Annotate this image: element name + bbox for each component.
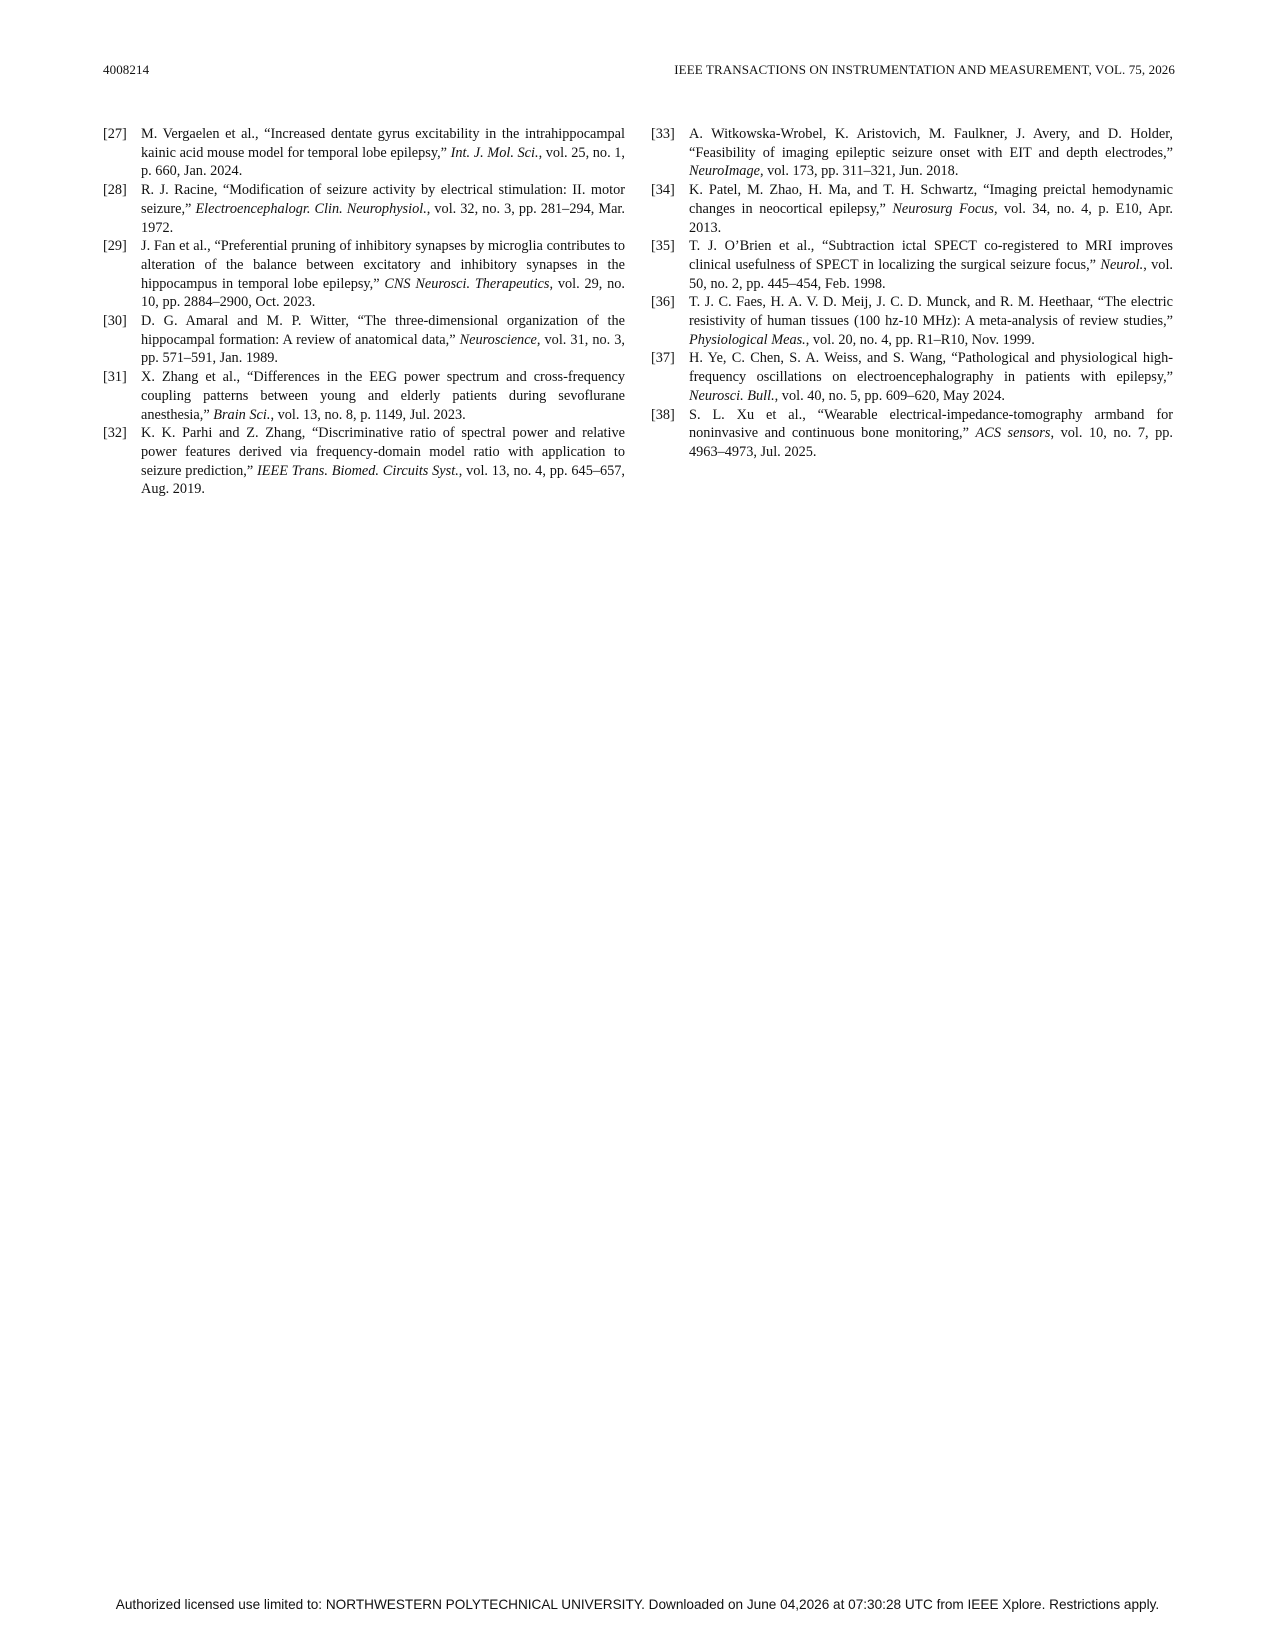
reference-text: K. K. Parhi and Z. Zhang, “Discriminative ratio of spectral power and relative power features derived via frequency-domain model ratio with application to seizure prediction,” IEEE Trans. Biomed. Circuits Syst., vol. 13, no. 4, pp. 645–657, Aug. 2019. — [141, 425, 626, 498]
reference-text: X. Zhang et al., “Differences in the EEG power spectrum and cross-frequency coupling patterns between young and elderly patients during sevoflurane anesthesia,” Brain Sci., vol. 13, no. 8, p. 1149, Jul. 2023. — [141, 369, 625, 423]
reference-29 — [103, 237, 625, 312]
journal-name: CNS Neurosci. Therapeutics — [384, 275, 550, 292]
reference-text: H. Ye, C. Chen, S. A. Weiss, and S. Wang, “Pathological and physiological high-frequency oscillations on electroencephalography in patients with epilepsy,” Neurosci. Bull., vol. 40, no. 5, pp. 609–620, May 2024. — [689, 350, 1173, 404]
reference-number: [31] — [103, 369, 127, 386]
page-number: 4008214 — [103, 62, 150, 77]
reference-31 — [103, 368, 625, 424]
reference-text: J. Fan et al., “Preferential pruning of inhibitory synapses by microglia contributes to alteration of the balance between excitatory and inhibitory synapses in the hippocampus in temporal lobe epilepsy,” CNS Neurosci. Therapeutics, vol. 29, no. 10, pp. 2884–2900, Oct. 2023. — [141, 238, 625, 311]
reference-text: R. J. Racine, “Modification of seizure activity by electrical stimulation: II. motor seizure,” Electroencephalogr. Clin. Neurophysiol., vol. 32, no. 3, pp. 281–294, Mar. 1972. — [141, 182, 625, 236]
reference-number: [30] — [103, 313, 127, 330]
journal-name: Neurosurg Focus — [892, 200, 994, 217]
journal-name: Neuroscience — [459, 331, 537, 348]
license-footer: Authorized licensed use limited to: NORTHWESTERN POLYTECHNICAL UNIVERSITY. Downloaded on June 04,2026 at 07:30:28 UTC from IEEE Xplore. Restrictions apply. — [115, 1597, 1160, 1612]
journal-running-title: IEEE TRANSACTIONS ON INSTRUMENTATION AND MEASUREMENT, VOL. 75, 2026 — [674, 62, 1175, 77]
reference-38 — [651, 406, 1173, 462]
journal-name: Int. J. Mol. Sci. — [450, 144, 539, 161]
journal-name: Physiological Meas. — [689, 331, 806, 348]
reference-number: [34] — [651, 182, 675, 199]
reference-number: [32] — [103, 425, 127, 442]
reference-34 — [651, 181, 1173, 237]
page-header — [103, 62, 1175, 82]
reference-text: K. Patel, M. Zhao, H. Ma, and T. H. Schwartz, “Imaging preictal hemodynamic changes in neocortical epilepsy,” Neurosurg Focus, vol. 34, no. 4, p. E10, Apr. 2013. — [689, 182, 1173, 236]
reference-number: [38] — [651, 406, 675, 423]
reference-28 — [103, 181, 625, 237]
reference-27 — [103, 125, 625, 181]
journal-name: NeuroImage — [689, 163, 760, 180]
reference-33 — [651, 125, 1173, 181]
reference-32 — [103, 424, 625, 499]
journal-name: ACS sensors — [975, 425, 1051, 442]
reference-number: [35] — [651, 238, 675, 255]
journal-name: IEEE Trans. Biomed. Circuits Syst. — [257, 462, 459, 479]
reference-35 — [651, 237, 1173, 293]
journal-name: Brain Sci. — [213, 406, 271, 423]
reference-number: [37] — [651, 350, 675, 367]
reference-text: S. L. Xu et al., “Wearable electrical-impedance-tomography armband for noninvasive and continuous bone monitoring,” ACS sensors, vol. 10, no. 7, pp. 4963–4973, Jul. 2025. — [689, 406, 1174, 460]
references-left-column — [103, 125, 625, 499]
reference-number: [27] — [103, 126, 127, 142]
journal-name: Neurosci. Bull. — [689, 387, 775, 404]
reference-36 — [651, 293, 1173, 349]
reference-text: T. J. C. Faes, H. A. V. D. Meij, J. C. D. Munck, and R. M. Heethaar, “The electric resistivity of human tissues (100 hz-10 MHz): A meta-analysis of review studies,” Physiological Meas., vol. 20, no. 4, pp. R1–R10, Nov. 1999. — [689, 294, 1173, 348]
references-right-column — [651, 125, 1173, 462]
reference-37 — [651, 349, 1173, 405]
journal-name: Electroencephalogr. Clin. Neurophysiol. — [195, 200, 427, 217]
reference-number: [29] — [103, 238, 127, 255]
reference-text: A. Witkowska-Wrobel, K. Aristovich, M. Faulkner, J. Avery, and D. Holder, “Feasibility of imaging epileptic seizure onset with EIT and depth electrodes,” NeuroImage, vol. 173, pp. 311–321, Jun. 2018. — [689, 126, 1173, 180]
reference-number: [36] — [651, 294, 675, 311]
reference-number: [28] — [103, 182, 127, 199]
reference-number: [33] — [651, 126, 675, 142]
reference-text: T. J. O’Brien et al., “Subtraction ictal SPECT co-registered to MRI improves clinical usefulness of SPECT in localizing the surgical seizure focus,” Neurol., vol. 50, no. 2, pp. 445–454, Feb. 1998. — [689, 238, 1173, 292]
reference-30 — [103, 312, 625, 368]
reference-text: M. Vergaelen et al., “Increased dentate gyrus excitability in the intrahippocampal kainic acid mouse model for temporal lobe epilepsy,” Int. J. Mol. Sci., vol. 25, no. 1, p. 660, Jan. 2024. — [141, 126, 626, 180]
reference-text: D. G. Amaral and M. P. Witter, “The three-dimensional organization of the hippocampal formation: A review of anatomical data,” Neuroscience, vol. 31, no. 3, pp. 571–591, Jan. 1989. — [141, 313, 626, 367]
journal-name: Neurol. — [1100, 256, 1144, 273]
